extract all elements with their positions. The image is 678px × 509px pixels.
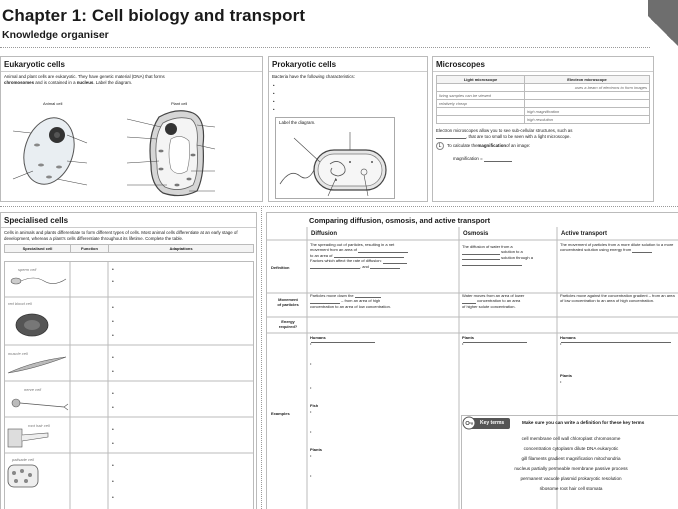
svg-text:•: •	[112, 391, 114, 397]
key-terms-line: ribosome root hair cell stomata	[539, 486, 603, 491]
key-terms-instruction: Make sure you can write a definition for these key terms	[522, 420, 645, 425]
examples-diffusion: Humans • • • Fish • • Plants • •	[310, 335, 456, 479]
bacterium-diagram	[276, 128, 394, 198]
nerve-cell-label: nerve cell	[24, 387, 42, 392]
bullet-4: •	[273, 106, 275, 112]
animal-cell-label: Animal cell	[43, 101, 63, 106]
active-plants-label: Plants	[560, 373, 573, 378]
svg-text:•: •	[112, 355, 114, 361]
specialised-heading: Specialised cells	[1, 213, 256, 228]
vertical-divider	[261, 206, 262, 509]
header-divider	[0, 47, 650, 48]
prokaryotic-bullets	[269, 82, 427, 114]
svg-text:•: •	[112, 333, 114, 339]
definition-osmosis: The diffusion of water from a solution to a solution through a	[462, 244, 556, 266]
microscope-table	[436, 75, 650, 124]
active-humans-label: Humans	[560, 335, 576, 340]
active-transport-header: Active transport	[561, 231, 608, 237]
movement-diffusion: Particles move down the – from an area of high concentration to an area of low concentration.	[310, 293, 391, 309]
plant-cell-diagram	[127, 111, 215, 196]
page-title: Chapter 1: Cell biology and transport	[2, 6, 306, 25]
svg-text:•: •	[112, 463, 114, 469]
plant-cell-label: Plant cell	[171, 101, 188, 106]
row-definition-label: Definition	[271, 265, 290, 270]
prokaryotic-section	[268, 56, 428, 202]
specialised-table	[4, 244, 254, 253]
svg-text:•: •	[112, 479, 114, 485]
key-terms-list	[466, 434, 676, 494]
red-blood-cell-label: red blood cell	[8, 301, 32, 306]
key-terms-line: permanent vacuole plasmid prokaryotic resolution	[520, 476, 622, 481]
diffusion-humans-label: Humans	[310, 335, 326, 340]
root-hair-cell-label: root hair cell	[28, 423, 50, 428]
table-row: high magnification	[437, 108, 650, 116]
specialised-section	[0, 212, 257, 509]
comparing-section	[266, 212, 678, 509]
key-terms-box	[461, 415, 678, 509]
sperm-cell-drawing	[11, 267, 66, 284]
definition-active: The movement of particles from a more dilute solution to a more concentrated solution using energy from	[560, 242, 674, 253]
palisade-cell-drawing	[8, 457, 38, 487]
formula: magnification =	[433, 150, 653, 162]
magnification-text: L To calculate the magnification of an image:	[433, 139, 653, 150]
specialised-text: Cells in animals and plants differentiate to form different types of cells. Most animal cells differentiate at an early stage of development, whereas a plant's cells differentiate throughout its lifetime. Complete the table.	[4, 230, 238, 241]
comparing-heading: Comparing diffusion, osmosis, and active transport	[309, 216, 491, 225]
muscle-cell-label: muscle cell	[8, 351, 28, 356]
prokaryotic-intro: Bacteria have the following characteristics:	[272, 74, 355, 79]
red-blood-cell-drawing	[8, 301, 48, 336]
eukaryotic-text: Animal and plant cells are eukaryotic. They have genetic material (DNA) that forms chromosomes and is contained in a nucleus. Label the diagram.	[4, 74, 165, 85]
diffusion-plants-label: Plants	[310, 447, 323, 452]
bullet-1: •	[273, 82, 275, 88]
diffusion-header: Diffusion	[311, 231, 337, 237]
movement-active: Particles move against the concentration gradient – from an area of low concentration to an area of high concentration.	[560, 293, 675, 304]
col-adaptations-header: Adaptations	[109, 245, 254, 253]
osmosis-header: Osmosis	[463, 231, 489, 237]
prokaryotic-diagram-label: Label the diagram.	[279, 120, 316, 125]
microscopes-heading: Microscopes	[433, 57, 653, 72]
diffusion-fish-label: Fish	[310, 403, 319, 408]
mid-divider	[0, 206, 678, 207]
bacterium-diagram-box	[275, 117, 395, 199]
col-light-header: Light microscope	[437, 76, 525, 84]
table-row: uses a beam of electrons to form images	[437, 84, 650, 92]
eukaryotic-diagrams	[1, 105, 263, 201]
svg-text:•: •	[112, 441, 114, 447]
eukaryotic-section	[0, 56, 263, 202]
examples-active: Humans • Plants •	[560, 335, 676, 385]
key-terms-line: concentration cytoplasm dilute DNA eukaryotic	[523, 446, 619, 451]
nerve-cell-drawing	[12, 387, 68, 410]
svg-text:•: •	[112, 305, 114, 311]
table-row: high resolution	[437, 116, 650, 124]
examples-osmosis: Plants •	[462, 335, 556, 347]
osmosis-plants-label: Plants	[462, 335, 475, 340]
definition-diffusion: The spreading out of particles, resulting in a net movement from an area of to an area of Factors which affect the rate of diffusion: , and	[310, 242, 456, 269]
col-electron-header: Electron microscope	[525, 76, 650, 84]
svg-text:•: •	[112, 405, 114, 411]
svg-text:•: •	[112, 369, 114, 375]
row-examples-label: Examples	[271, 411, 290, 416]
animal-cell-diagram	[13, 111, 87, 191]
muscle-cell-drawing	[8, 351, 66, 373]
corner-decoration	[648, 0, 678, 62]
page-subtitle: Knowledge organiser	[2, 29, 109, 41]
root-hair-cell-drawing	[8, 423, 50, 447]
key-terms-line: cell membrane cell wall chloroplast chromosome	[521, 436, 621, 441]
key-icon	[462, 416, 478, 432]
svg-text:•: •	[112, 319, 114, 325]
bullet-3: •	[273, 98, 275, 104]
row-energy-label: Energy required?	[278, 319, 298, 330]
svg-text:•: •	[112, 279, 114, 285]
key-terms-badge-label: Key terms	[480, 420, 505, 426]
movement-osmosis: Water moves from an area of lower concentration to an area of higher solute concentration.	[462, 293, 525, 309]
table-row: living samples can be viewed	[437, 92, 650, 100]
palisade-cell-label: palisade cell	[12, 457, 35, 462]
svg-text:•: •	[112, 267, 114, 273]
microscopes-text: Electron microscopes allow you to see sub-cellular structures, such as , that are too small to be seen with a light microscope.	[436, 128, 573, 139]
svg-text:•: •	[112, 495, 114, 501]
row-movement-label: Movement of particles	[277, 297, 299, 308]
prokaryotic-heading: Prokaryotic cells	[269, 57, 427, 72]
svg-text:•: •	[112, 427, 114, 433]
eukaryotic-heading: Eukaryotic cells	[1, 57, 262, 72]
col-cell-header: Specialised cell	[5, 245, 71, 253]
bullet-2: •	[273, 90, 275, 96]
col-function-header: Function	[71, 245, 109, 253]
circle-l-icon: L	[436, 142, 444, 150]
microscopes-section	[432, 56, 654, 202]
sperm-cell-label: sperm cell	[18, 267, 37, 272]
specialised-cells-table-body	[4, 261, 254, 509]
key-terms-line: gill filaments gradient magnification mitochondria	[521, 456, 621, 461]
table-row: relatively cheap	[437, 100, 650, 108]
key-terms-line: nucleus partially permeable membrane passive process	[514, 466, 628, 471]
